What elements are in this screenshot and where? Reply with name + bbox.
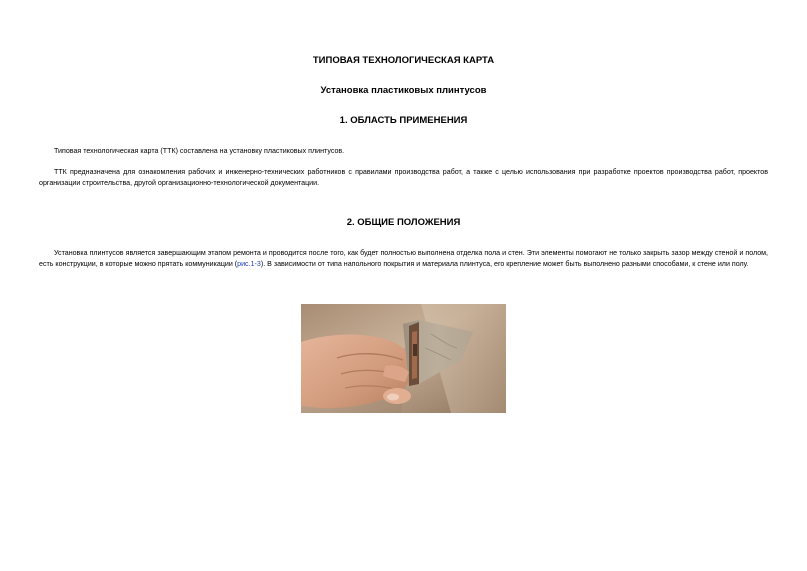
section-1-heading: 1. ОБЛАСТЬ ПРИМЕНЕНИЯ — [339, 115, 468, 126]
section-2-text-start: Установка плинтусов является завершающим этапом ремонта и проводится после того, как будет полностью выполнена отделка пола и стен. Эти элементы помогают не только закрыть зазор между стеной и полом, есть конструкции, в которые можно прятать коммуникации ( — [39, 249, 768, 268]
section-2-text-end: ). В зависимости от типа напольного покрытия и материала плинтуса, его крепление может быть выполнено разными способами, к стене или полу. — [260, 260, 749, 268]
document-title: ТИПОВАЯ ТЕХНОЛОГИЧЕСКАЯ КАРТА — [312, 55, 495, 66]
skirting-board-photo — [301, 304, 506, 413]
section-2-heading: 2. ОБЩИЕ ПОЛОЖЕНИЯ — [346, 217, 461, 228]
figure-reference-link[interactable]: рис.1-3 — [237, 260, 261, 268]
document-subtitle: Установка пластиковых плинтусов — [320, 85, 487, 96]
section-1-paragraph-1: Типовая технологическая карта (ТТК) составлена на установку пластиковых плинтусов. — [54, 147, 345, 155]
photo-hand-holding-plastic-skirting-board-icon — [301, 304, 506, 413]
section-1-paragraph-2: ТТК предназначена для ознакомления рабочих и инженерно-технических работников с правилами производства работ, а также с целью использования при разработке проектов производства работ, проектов организации строительства, другой организационно-технологической документации. — [39, 168, 768, 187]
section-2-paragraph — [39, 248, 768, 270]
